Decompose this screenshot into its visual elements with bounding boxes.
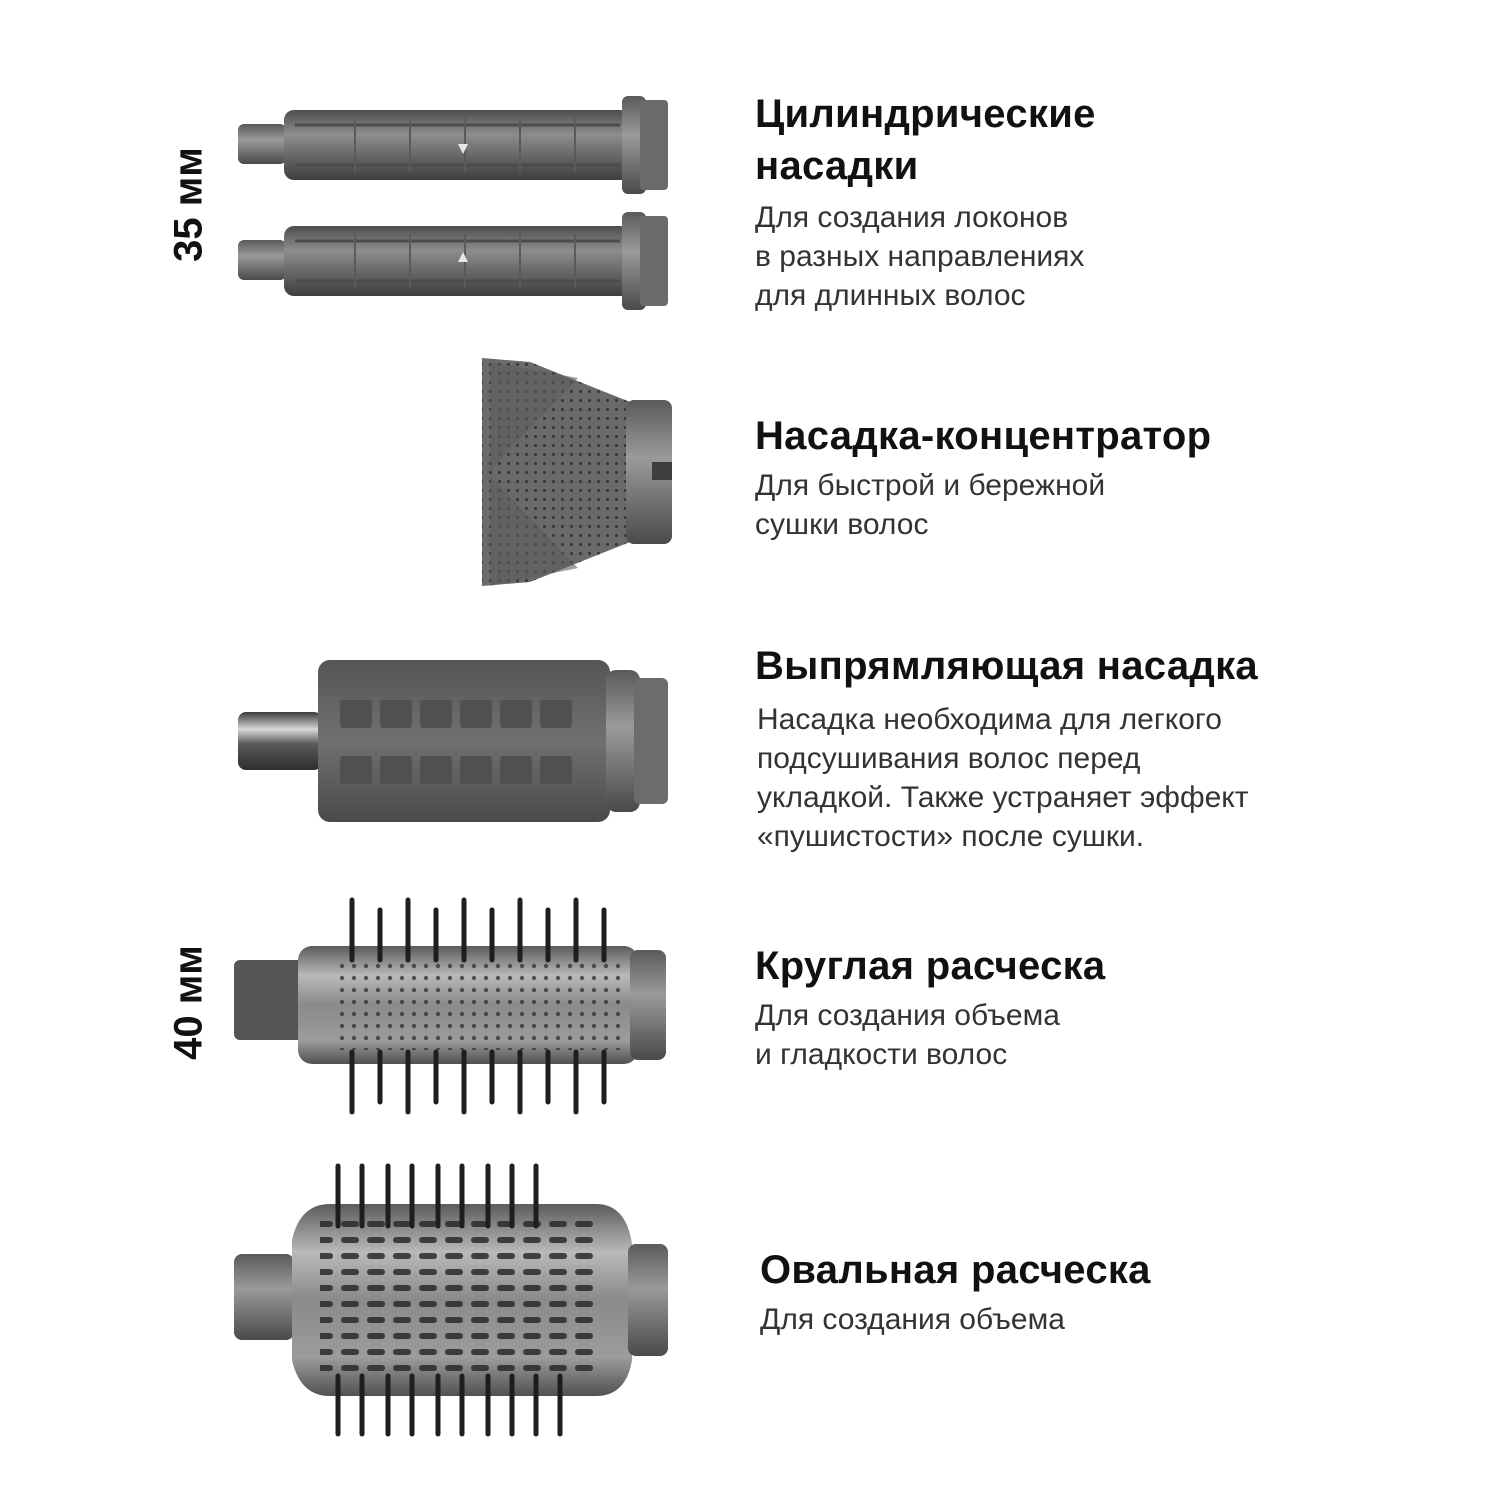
title-line: Насадка-концентратор	[755, 414, 1212, 458]
title-line: Выпрямляющая насадка	[755, 644, 1258, 688]
section-description-round-brush: Для создания объема и гладкости волос	[755, 999, 1060, 1071]
title-line: Цилиндрические	[755, 92, 1096, 136]
dimension-label-35mm: 35 мм	[166, 147, 211, 262]
cylinder-barrel-icon	[238, 212, 668, 310]
section-description-smoothing: Насадка необходима для легкого подсушивания волос перед укладкой. Также устраняет эффект «пушистости» после сушки.	[757, 703, 1249, 853]
section-description-oval-brush: Для создания объема	[760, 1303, 1065, 1336]
smoothing-attachment-icon	[238, 660, 668, 822]
section-title-oval-brush	[760, 1244, 1151, 1296]
title-line: насадки	[755, 144, 919, 188]
cylinder-barrel-icon	[238, 96, 668, 194]
oval-brush-icon	[234, 1166, 668, 1434]
title-line: Круглая расческа	[755, 944, 1106, 988]
round-brush-icon	[234, 900, 666, 1112]
section-description-concentrator: Для быстрой и бережной сушки волос	[755, 469, 1106, 541]
dimension-label-40mm: 40 мм	[166, 945, 211, 1060]
section-title-round-brush	[755, 940, 1105, 992]
concentrator-nozzle-icon	[482, 358, 672, 586]
section-description-cylinder: Для создания локонов в разных направлениях для длинных волос	[755, 201, 1085, 312]
title-line: Овальная расческа	[760, 1248, 1151, 1292]
section-title-smoothing	[755, 640, 1258, 692]
section-title-cylinder	[755, 88, 1096, 192]
section-title-concentrator	[755, 410, 1211, 462]
